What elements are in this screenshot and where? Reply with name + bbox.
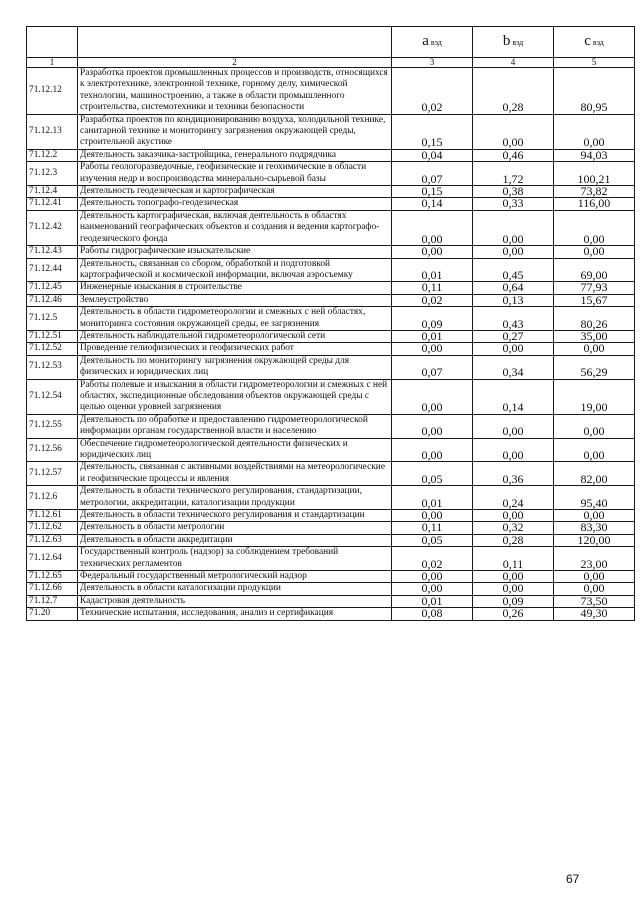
row-activity-name: Работы полевые и изыскания в области гидрометеорологии и смежных с ней областях, экспедиционные обследования объектов окружающей среды с целью оценки уровней загрязнения	[78, 379, 392, 414]
table-row	[27, 608, 635, 620]
coefficients-table	[26, 26, 635, 621]
table-row	[27, 68, 635, 115]
row-value-a: 0,01	[392, 330, 473, 342]
row-activity-name: Проведение гелиофизических и геофизических работ	[78, 343, 392, 355]
row-value-a: 0,08	[392, 608, 473, 620]
row-value-a: 0,05	[392, 534, 473, 546]
row-value-b: 0,33	[473, 198, 554, 210]
row-code: 71.12.65	[27, 571, 78, 583]
header-code-cell	[27, 27, 78, 58]
row-value-b: 0,32	[473, 522, 554, 534]
column-number-1: 1	[27, 58, 78, 68]
column-number-2: 2	[78, 58, 392, 68]
row-value-c: 116,00	[554, 198, 635, 210]
row-value-b: 0,64	[473, 282, 554, 294]
row-value-c: 73,82	[554, 186, 635, 198]
row-value-c: 49,30	[554, 608, 635, 620]
row-value-a: 0,00	[392, 246, 473, 258]
row-value-c: 0,00	[554, 438, 635, 462]
row-value-b: 0,00	[473, 414, 554, 438]
page-number: 67	[566, 872, 580, 886]
row-value-b: 0,26	[473, 608, 554, 620]
row-activity-name: Обеспечение гидрометеорологической деятельности физических и юридических лиц	[78, 438, 392, 462]
row-value-a: 0,15	[392, 114, 473, 149]
table-row	[27, 462, 635, 486]
row-code: 71.12.57	[27, 462, 78, 486]
row-value-c: 19,00	[554, 379, 635, 414]
row-value-b: 0,36	[473, 462, 554, 486]
header-row	[27, 27, 635, 58]
row-value-c: 80,95	[554, 68, 635, 115]
row-activity-name: Деятельность в области каталогизации продукции	[78, 583, 392, 595]
row-value-a: 0,07	[392, 162, 473, 186]
row-code: 71.12.43	[27, 246, 78, 258]
row-value-c: 23,00	[554, 547, 635, 571]
row-code: 71.12.42	[27, 210, 78, 245]
table-row	[27, 330, 635, 342]
row-activity-name: Деятельность в области технического регулирования, стандартизации, метрологии, аккредитации, каталогизации продукции	[78, 486, 392, 510]
row-value-b: 0,28	[473, 534, 554, 546]
row-value-c: 120,00	[554, 534, 635, 546]
row-value-a: 0,01	[392, 258, 473, 282]
row-activity-name: Работы геологоразведочные, геофизические и геохимические в области изучения недр и воспроизводства минерально-сырьевой базы	[78, 162, 392, 186]
row-value-b: 0,00	[473, 583, 554, 595]
row-value-c: 0,00	[554, 414, 635, 438]
header-b-symbol: b	[502, 32, 511, 49]
row-value-c: 80,26	[554, 307, 635, 331]
row-value-a: 0,14	[392, 198, 473, 210]
row-value-a: 0,05	[392, 462, 473, 486]
row-value-a: 0,00	[392, 583, 473, 595]
row-code: 71.12.62	[27, 522, 78, 534]
table-row	[27, 379, 635, 414]
row-code: 71.12.46	[27, 294, 78, 306]
row-value-b: 0,43	[473, 307, 554, 331]
row-value-a: 0,02	[392, 294, 473, 306]
table-row	[27, 414, 635, 438]
table-row	[27, 343, 635, 355]
row-value-c: 0,00	[554, 114, 635, 149]
table-row	[27, 282, 635, 294]
row-value-b: 1,72	[473, 162, 554, 186]
row-activity-name: Деятельность по обработке и предоставлению гидрометеорологической информации органам государственной власти и населению	[78, 414, 392, 438]
row-activity-name: Федеральный государственный метрологический надзор	[78, 571, 392, 583]
column-number-5: 5	[554, 58, 635, 68]
table-row	[27, 307, 635, 331]
row-value-b: 0,00	[473, 114, 554, 149]
row-activity-name: Деятельность, связанная со сбором, обработкой и подготовкой картографической и космической информации, включая аэросъемку	[78, 258, 392, 282]
row-activity-name: Деятельность заказчика-застройщика, генерального подрядчика	[78, 149, 392, 161]
row-value-a: 0,00	[392, 571, 473, 583]
table-row	[27, 510, 635, 522]
column-number-4: 4	[473, 58, 554, 68]
row-code: 71.12.7	[27, 595, 78, 607]
row-value-c: 69,00	[554, 258, 635, 282]
table-row	[27, 522, 635, 534]
row-value-b: 0,45	[473, 258, 554, 282]
row-value-b: 0,00	[473, 438, 554, 462]
row-code: 71.12.2	[27, 149, 78, 161]
row-value-c: 0,00	[554, 343, 635, 355]
row-code: 71.12.54	[27, 379, 78, 414]
row-value-b: 0,28	[473, 68, 554, 115]
row-value-c: 0,00	[554, 246, 635, 258]
row-value-a: 0,01	[392, 595, 473, 607]
row-code: 71.12.45	[27, 282, 78, 294]
table-row	[27, 534, 635, 546]
row-value-b: 0,27	[473, 330, 554, 342]
header-a-subscript: вэд	[430, 37, 442, 47]
row-activity-name: Инженерные изыскания в строительстве	[78, 282, 392, 294]
table-body	[27, 27, 635, 621]
row-value-a: 0,01	[392, 486, 473, 510]
row-value-c: 56,29	[554, 355, 635, 379]
row-code: 71.12.41	[27, 198, 78, 210]
row-value-b: 0,14	[473, 379, 554, 414]
row-value-c: 0,00	[554, 510, 635, 522]
row-code: 71.12.12	[27, 68, 78, 115]
row-activity-name: Землеустройство	[78, 294, 392, 306]
row-code: 71.12.5	[27, 307, 78, 331]
row-value-a: 0,02	[392, 68, 473, 115]
table-row	[27, 198, 635, 210]
row-activity-name: Деятельность в области аккредитации	[78, 534, 392, 546]
row-code: 71.12.3	[27, 162, 78, 186]
table-row	[27, 210, 635, 245]
row-value-a: 0,00	[392, 379, 473, 414]
row-value-a: 0,04	[392, 149, 473, 161]
row-value-b: 0,38	[473, 186, 554, 198]
row-value-a: 0,09	[392, 307, 473, 331]
row-value-c: 77,93	[554, 282, 635, 294]
row-value-a: 0,11	[392, 282, 473, 294]
table-row	[27, 595, 635, 607]
table-row	[27, 149, 635, 161]
row-value-c: 95,40	[554, 486, 635, 510]
row-activity-name: Работы гидрографические изыскательские	[78, 246, 392, 258]
table-row	[27, 583, 635, 595]
row-value-b: 0,24	[473, 486, 554, 510]
table-row	[27, 547, 635, 571]
row-activity-name: Деятельность топографо-геодезическая	[78, 198, 392, 210]
table-row	[27, 186, 635, 198]
row-value-c: 0,00	[554, 210, 635, 245]
column-number-row	[27, 58, 635, 68]
row-activity-name: Деятельность в области гидрометеорологии и смежных с ней областях, мониторинга состояния окружающей среды, ее загрязнения	[78, 307, 392, 331]
header-c-symbol: c	[584, 32, 591, 49]
header-c-subscript: вэд	[592, 37, 604, 47]
row-value-a: 0,00	[392, 510, 473, 522]
row-value-a: 0,02	[392, 547, 473, 571]
row-value-c: 0,00	[554, 571, 635, 583]
row-value-b: 0,00	[473, 571, 554, 583]
row-value-b: 0,00	[473, 343, 554, 355]
row-value-b: 0,00	[473, 246, 554, 258]
row-code: 71.12.51	[27, 330, 78, 342]
row-value-b: 0,34	[473, 355, 554, 379]
row-value-c: 15,67	[554, 294, 635, 306]
row-activity-name: Государственный контроль (надзор) за соблюдением требований технических регламентов	[78, 547, 392, 571]
row-value-c: 83,30	[554, 522, 635, 534]
table-row	[27, 246, 635, 258]
row-activity-name: Деятельность по мониторингу загрязнения окружающей среды для физических и юридических лиц	[78, 355, 392, 379]
row-activity-name: Деятельность, связанная с активными воздействиями на метеорологические и геофизические процессы и явления	[78, 462, 392, 486]
header-b-subscript: вэд	[512, 37, 524, 47]
header-c-cell	[554, 27, 635, 58]
row-activity-name: Деятельность в области технического регулирования и стандартизации	[78, 510, 392, 522]
row-code: 71.12.64	[27, 547, 78, 571]
row-activity-name: Деятельность картографическая, включая деятельность в областях наименований географических объектов и создания и ведения картографо-геодезического фонда	[78, 210, 392, 245]
row-value-c: 35,00	[554, 330, 635, 342]
row-value-a: 0,00	[392, 210, 473, 245]
row-code: 71.12.53	[27, 355, 78, 379]
row-value-b: 0,00	[473, 510, 554, 522]
row-code: 71.12.44	[27, 258, 78, 282]
row-code: 71.12.63	[27, 534, 78, 546]
table-row	[27, 258, 635, 282]
row-activity-name: Деятельность наблюдательной гидрометеорологической сети	[78, 330, 392, 342]
row-code: 71.12.66	[27, 583, 78, 595]
row-value-a: 0,00	[392, 343, 473, 355]
row-code: 71.12.52	[27, 343, 78, 355]
row-value-a: 0,00	[392, 414, 473, 438]
row-code: 71.12.13	[27, 114, 78, 149]
row-code: 71.12.4	[27, 186, 78, 198]
row-value-a: 0,07	[392, 355, 473, 379]
table-row	[27, 162, 635, 186]
row-activity-name: Технические испытания, исследования, анализ и сертификация	[78, 608, 392, 620]
row-code: 71.12.55	[27, 414, 78, 438]
row-value-a: 0,11	[392, 522, 473, 534]
table-row	[27, 294, 635, 306]
table-row	[27, 486, 635, 510]
row-code: 71.12.61	[27, 510, 78, 522]
row-code: 71.12.6	[27, 486, 78, 510]
row-activity-name: Разработка проектов по кондиционированию воздуха, холодильной технике, санитарной технике и мониторингу загрязнения окружающей среды, строительной акустике	[78, 114, 392, 149]
row-value-c: 73,50	[554, 595, 635, 607]
row-value-b: 0,11	[473, 547, 554, 571]
row-value-c: 100,21	[554, 162, 635, 186]
row-value-c: 82,00	[554, 462, 635, 486]
row-value-b: 0,00	[473, 210, 554, 245]
row-activity-name: Деятельность геодезическая и картографическая	[78, 186, 392, 198]
row-value-b: 0,09	[473, 595, 554, 607]
row-value-c: 0,00	[554, 583, 635, 595]
row-code: 71.12.56	[27, 438, 78, 462]
row-activity-name: Кадастровая деятельность	[78, 595, 392, 607]
table-row	[27, 355, 635, 379]
row-code: 71.20	[27, 608, 78, 620]
row-value-b: 0,13	[473, 294, 554, 306]
row-value-a: 0,00	[392, 438, 473, 462]
header-a-cell	[392, 27, 473, 58]
table-row	[27, 114, 635, 149]
table-row	[27, 571, 635, 583]
table-row	[27, 438, 635, 462]
header-b-cell	[473, 27, 554, 58]
header-name-cell	[78, 27, 392, 58]
row-value-c: 94,03	[554, 149, 635, 161]
row-value-a: 0,15	[392, 186, 473, 198]
column-number-3: 3	[392, 58, 473, 68]
header-a-symbol: a	[422, 32, 429, 49]
row-value-b: 0,46	[473, 149, 554, 161]
row-activity-name: Разработка проектов промышленных процессов и производств, относящихся к электротехнике, электронной технике, горному делу, химической технологии, машиностроению, а также в области промышленного строительства, системотехники и техники безопасности	[78, 68, 392, 115]
row-activity-name: Деятельность в области метрологии	[78, 522, 392, 534]
